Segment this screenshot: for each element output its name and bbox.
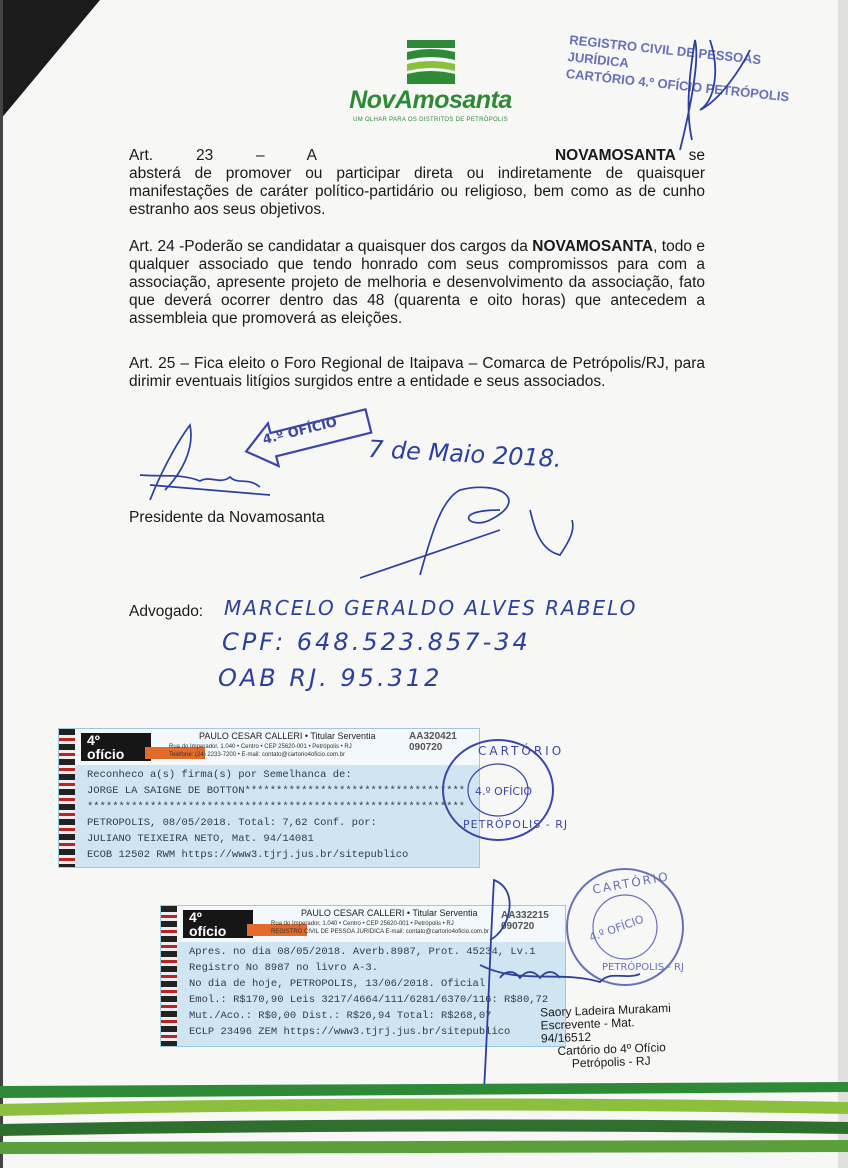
label1-line-3: ************************************************************ bbox=[87, 801, 466, 813]
label1-address: Rua do Imperador, 1.040 • Centro • CEP 25620-001 • Petrópolis • RJ Telefone: (24) 2233-7200 • E-mail: contato@cartorio4oficio.com.br bbox=[169, 744, 352, 758]
lawyer-signature bbox=[360, 480, 590, 580]
lawyer-cpf: CPF: 648.523.857-34 bbox=[222, 628, 531, 656]
novamosanta-logo bbox=[338, 40, 523, 123]
round-stamp1-top: CARTÓRIO bbox=[478, 744, 565, 758]
round-stamp1-center: 4.º OFÍCIO bbox=[475, 785, 532, 798]
art23-name: NOVAMOSANTA bbox=[554, 147, 676, 164]
art24-name: NOVAMOSANTA bbox=[532, 238, 654, 255]
round-stamp2-top: CARTÓRIO bbox=[591, 869, 671, 897]
label1-line-1: Reconheco a(s) firma(s) por Semelhanca de: bbox=[87, 769, 352, 781]
art23-lead: Art. 23 – A bbox=[129, 147, 359, 164]
art24-lead: Art. 24 -Poderão se candidatar a quaisquer dos cargos da bbox=[129, 238, 533, 255]
round-stamp1-bottom: PETRÓPOLIS - RJ bbox=[463, 818, 569, 831]
lawyer-name: MARCELO GERALDO ALVES RABELO bbox=[224, 596, 638, 620]
registry-stamp-line1: REGISTRO CIVIL DE PESSOAS JURÍDICA bbox=[566, 32, 762, 71]
president-signature bbox=[120, 415, 280, 510]
article-24 bbox=[129, 238, 705, 328]
art25-body: Art. 25 – Fica eleito o Foro Regional de Itaipava – Comarca de Petrópolis/RJ, para dirimir eventuais litígios surgidos entre a entidade e seus associados. bbox=[129, 355, 705, 390]
round-stamp2-center: 4.º OFÍCIO bbox=[587, 912, 646, 945]
logo-waves-icon bbox=[407, 40, 455, 84]
label1-code: AA320421 090720 bbox=[409, 731, 457, 753]
label1-side-pattern bbox=[59, 729, 75, 867]
registry-stamp-line2: CARTÓRIO 4.º OFÍCIO PETRÓPOLIS bbox=[565, 65, 790, 105]
label1-line-6: ECOB 12502 RWM https://www3.tjrj.jus.br/sitepublico bbox=[87, 849, 409, 861]
logo-tagline: UM OLHAR PARA OS DISTRITOS DE PETRÓPOLIS bbox=[353, 117, 508, 123]
label1-titular: PAULO CESAR CALLERI • Titular Serventia bbox=[199, 731, 376, 741]
label1-line-4: PETROPOLIS, 08/05/2018. Total: 7,62 Conf. por: bbox=[87, 817, 377, 829]
label2-line-1: Apres. no dia 08/05/2018. Averb.8987, Prot. 45234, Lv.1 bbox=[189, 946, 536, 958]
lawyer-label: Advogado: bbox=[129, 603, 204, 620]
arrow-stamp-text: 4.º OFÍCIO bbox=[261, 415, 339, 448]
label2-badge: 4º ofício bbox=[183, 910, 253, 938]
label2-line-3: No dia de hoje, PETROPOLIS, 13/06/2018. Oficial bbox=[189, 978, 486, 990]
president-label: Presidente da Novamosanta bbox=[129, 509, 325, 526]
logo-name: NovAmosanta bbox=[349, 86, 512, 114]
label2-line-4: Emol.: R$170,90 Leis 3217/4664/111/6281/6370/116: R$80,72 bbox=[189, 994, 549, 1006]
clerk-role: Escrevente - Mat. 94/16512 bbox=[540, 1015, 635, 1046]
art24-body: , todo e qualquer associado que tendo honrado com seus compromissos para com a associação, apresente projeto de melhoria e desenvolvimento da associação, fato que deverá ocorrer dentro das 48 (quarenta e oito horas) que antecedem a assembleia que promoverá as eleições. bbox=[129, 238, 705, 327]
footer-stripes bbox=[0, 1078, 848, 1168]
clerk-city: Petrópolis - RJ bbox=[571, 1053, 651, 1071]
article-23 bbox=[129, 147, 705, 219]
article-25 bbox=[129, 355, 705, 391]
lawyer-oab: OAB RJ. 95.312 bbox=[218, 664, 443, 692]
art23-body: se absterá de promover ou participar direta ou indiretamente de quaisquer manifestações de caráter político-partidário ou religioso, bem como as de cunho estranho aos seus objetivos. bbox=[129, 147, 706, 218]
clerk-name: Saory Ladeira Murakami bbox=[539, 1000, 672, 1020]
label2-line-5: Mut./Aco.: R$0,00 Dist.: R$26,94 Total: R$268,07 bbox=[189, 1010, 492, 1022]
label1-line-5: JULIANO TEIXEIRA NETO, Mat. 94/14081 bbox=[87, 833, 314, 845]
round-stamp2-bottom: PETRÓPOLIS - RJ bbox=[602, 962, 684, 973]
registry-signature bbox=[640, 30, 760, 160]
label2-line-2: Registro No 8987 no livro A-3. bbox=[189, 962, 379, 974]
label2-titular: PAULO CESAR CALLERI • Titular Serventia bbox=[301, 908, 478, 918]
clerk-stamp bbox=[540, 1001, 687, 1071]
label2-address: Rua do Imperador, 1.040 • Centro • CEP 25620-001 • Petrópolis • RJ REGISTRO CIVIL DE PESSOA JURIDICA E-mail: contato@cartorio4oficio.com.br bbox=[271, 921, 489, 935]
label2-line-6: ECLP 23496 ZEM https://www3.tjrj.jus.br/sitepublico bbox=[189, 1026, 511, 1038]
notary-label-1 bbox=[58, 728, 480, 868]
label1-line-2: JORGE LA SAIGNE DE BOTTON*********************************** bbox=[87, 785, 466, 797]
label1-badge: 4º ofício bbox=[81, 733, 151, 761]
clerk-office: Cartório do 4º Ofício bbox=[557, 1040, 667, 1058]
label2-code: AA332215 090720 bbox=[501, 910, 549, 932]
label2-side-pattern bbox=[161, 906, 177, 1046]
handwritten-date: 7 de Maio 2018. bbox=[367, 434, 563, 474]
